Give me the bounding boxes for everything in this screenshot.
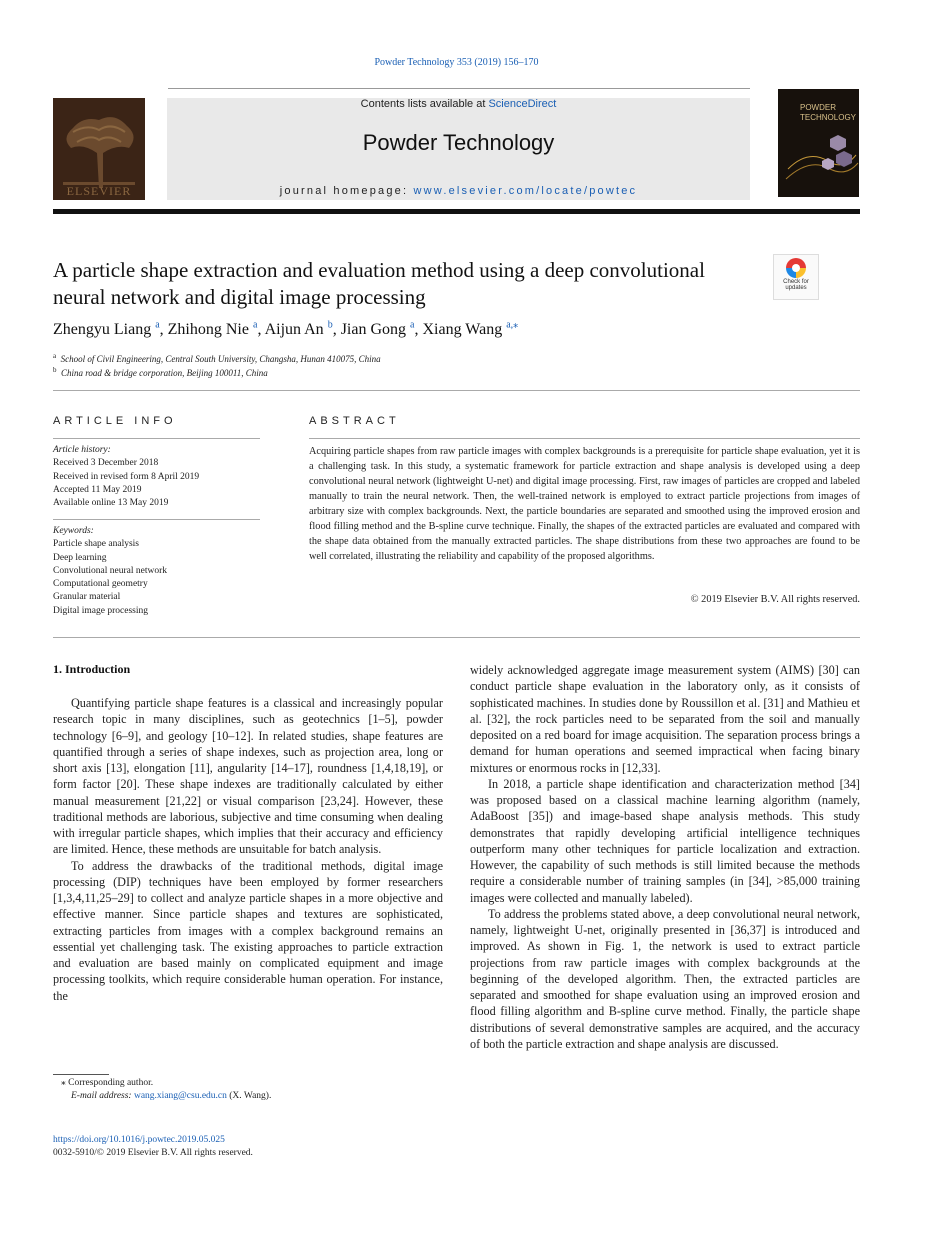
paragraph: In 2018, a particle shape identification and characterization method [34] was proposed based on a classical machine learning algorithm (namely, AdaBoost [35]) and image-based shape analysis methods. This study demonstrates that rapidly developing artificial intelligence techniques outperform many other techniques for particle localization and extraction. However, the capability of such methods is still limited because the methods require a considerable number of training samples (in [34], >85,000 training images were collected and manually labeled).	[470, 776, 860, 905]
affiliation: $^a$ School of Civil Engineering, Central South University, Changsha, Hunan 410075, China	[53, 352, 381, 364]
publisher-logo-text: ELSEVIER	[66, 184, 132, 198]
section-divider	[53, 390, 860, 391]
paragraph: To address the problems stated above, a deep convolutional neural network, namely, lightweight U-net, originally presented in [36,37] is introduced and improved. As shown in Fig. 1, the network is used to extract particle projections from raw particle images with complex backgrounds at the beginning of the developed algorithm. Then, the extracted particles are separated and smoothed for shape evaluation using an improved erosion and flood filling algorithm and B-spline curve method. Finally, the particle shape distributions of several demonstrative samples are acquired, and the accuracy of both the particle extraction and shape analysis are discussed.	[470, 906, 860, 1051]
elsevier-logo[interactable]	[53, 98, 145, 200]
keyword: Deep learning	[53, 552, 107, 563]
affiliation: $^b$ China road & bridge corporation, Beijing 100011, China	[53, 366, 268, 378]
check-for-updates-badge[interactable]	[773, 254, 819, 300]
issn-line: 0032-5910/© 2019 Elsevier B.V. All rights reserved.	[53, 1148, 253, 1158]
doi-block	[53, 1134, 453, 1160]
email-link[interactable]: wang.xiang@csu.edu.cn	[133, 1091, 227, 1101]
author: Zhengyu Liang $^a$,	[53, 320, 168, 339]
introduction-heading: 1. Introduction	[53, 662, 131, 676]
keyword: Computational geometry	[53, 579, 148, 590]
abstract-copyright: © 2019 Elsevier B.V. All rights reserved.	[690, 594, 860, 605]
paragraph: widely acknowledged aggregate image measurement system (AIMS) [30] can conduct particle shape evaluation in the laboratory only, as it consists of sophisticated machines. In studies done by Roussillon et al. [31] and Mathieu et al. [32], the rock particles need to be separated from the soil and manually deposited on a red board for image acquisition. The separation process brings a demand for human operations and seemed impractical when facing binary mixtures or enormous rocks in [12,33].	[470, 663, 860, 775]
cover-title: POWDER TECHNOLOGY	[800, 103, 857, 122]
author: Jian Gong $^a$,	[340, 320, 423, 339]
footnote-rule	[53, 1074, 109, 1075]
sciencedirect-link[interactable]: ScienceDirect	[488, 98, 557, 110]
abstract-text: Acquiring particle shapes from raw particle images with complex backgrounds is a prerequisite for particle shape evaluation, yet it is a challenging task. In this study, a systematic framework for particle extraction and shape analysis is developed using a deep convolutional neural network (lightweight U-net) and digital image processing. First, raw images of particles are cropped and labeled manually to train the neural network. Then, the well-trained network is employed to extract particle projections from images of arbitrary size with complex backgrounds. Next, the particle boundaries are separated and smoothed using the improved erosion and flood filling method and the B-spline curve technique. Finally, the shapes of the extracted particles are evaluated and compared with the shape data obtained from the manually extracted particles. The shape distributions from these two approaches are found to be well correlated, illustrating the reliability and capability of the proposed algorithms.	[309, 446, 860, 562]
right-column	[470, 662, 860, 1052]
paragraph: Quantifying particle shape features is a classical and increasingly popular research topic in many disciplines, such as geotechnics [1–5], powder technology [6–9], and geology [10–12]. In related studies, shape features are quantified through a series of shape indexes, such as projection area, long or short axis [13], elongation [11], angularity [14–17], roundness [1,4,18,19], or form factor [20]. These shape indexes are traditionally calculated by either manual measurement [21,22] or visual comparison [23,24]. However, these traditional methods are laborious, subjective and time consuming when dealing with irregular particle shapes, which implies that their accuracy and efficiency are limited. Hence, these methods are unsuitable for batch analysis.	[53, 696, 443, 857]
abstract-heading: ABSTRACT	[309, 415, 400, 427]
doi-link[interactable]: https://doi.org/10.1016/j.powtec.2019.05.025	[53, 1135, 225, 1145]
article-history: Article history: Received 3 December 2018 Received in revised form 8 April 2019 Accepted 11 May 2019 Available online 13 May 2019	[53, 445, 200, 509]
journal-citation[interactable]: Powder Technology 353 (2019) 156–170	[374, 57, 539, 68]
keywords: Keywords: Particle shape analysis Deep learning Convolutional neural network Computational geometry Granular material Digital image processing	[53, 525, 263, 618]
check-updates-icon	[786, 258, 806, 278]
footnote: ⁎ Corresponding author. E-mail address: wang.xiang@csu.edu.cn (X. Wang).	[61, 1078, 272, 1101]
journal-homepage: journal homepage: www.elsevier.com/locate/powtec	[279, 185, 638, 197]
journal-cover[interactable]	[778, 89, 859, 197]
article-info-heading: ARTICLE INFO	[53, 415, 177, 427]
header-thick-rule	[53, 209, 860, 214]
keywords-rule	[53, 519, 260, 520]
author: Xiang Wang $^{a,⁎}$	[422, 320, 519, 339]
contents-line: Contents lists available at ScienceDirect	[360, 98, 557, 110]
author: Zhihong Nie $^a$,	[167, 320, 265, 339]
article-title: A particle shape extraction and evaluation method using a deep convolutional neural network and digital image processing	[53, 258, 705, 309]
header-rule	[168, 88, 750, 89]
author: Aijun An $^b$,	[264, 320, 341, 339]
keyword: Granular material	[53, 592, 121, 603]
keyword: Particle shape analysis	[53, 539, 140, 550]
section-divider	[53, 637, 860, 638]
author-list	[53, 320, 753, 339]
left-column	[53, 695, 443, 1004]
check-updates-label: Check for updates	[783, 279, 809, 291]
homepage-link[interactable]: www.elsevier.com/locate/powtec	[413, 185, 638, 197]
keyword: Digital image processing	[53, 605, 148, 616]
article-info-rule	[53, 438, 260, 439]
journal-name: Powder Technology	[362, 130, 555, 155]
paragraph: To address the drawbacks of the traditional methods, digital image processing (DIP) techniques have been employed by former researchers [1,3,4,11,25–29] to collect and analyze particle shapes in a more objective and effective manner. Since particle shapes and textures are sophisticated, extracting particles from images with a complex background remains an essential yet challenging task. The existing approaches to particle extraction and evaluation are based mainly on complicated equipment and image processing toolkits, which require considerable human operation. For instance, the	[53, 858, 443, 1003]
abstract-rule	[309, 438, 860, 439]
keyword: Convolutional neural network	[53, 565, 167, 576]
